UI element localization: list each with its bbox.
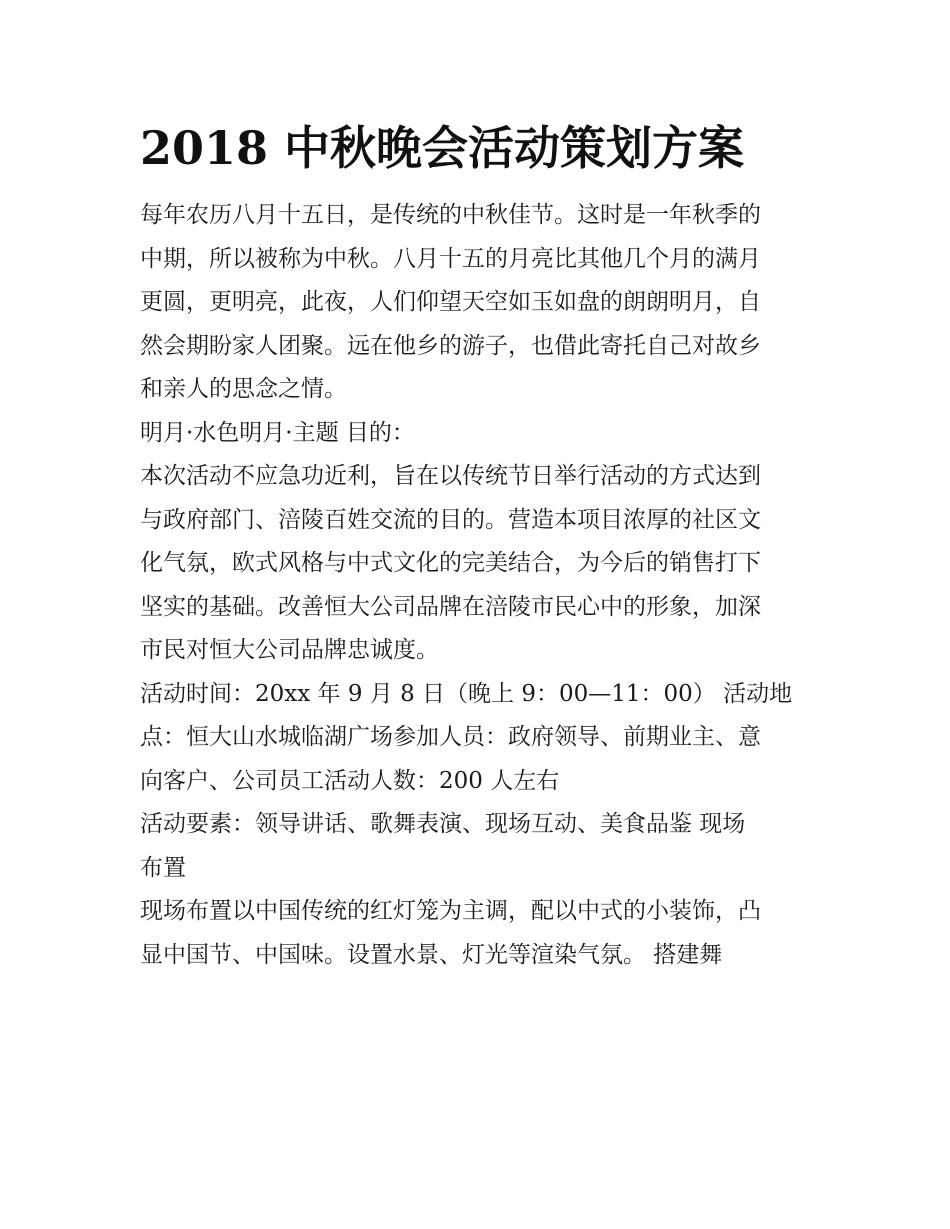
paragraph-layout bbox=[140, 890, 812, 977]
text-line: 活动要素：领导讲话、歌舞表演、现场互动、美食品鉴 现场 bbox=[140, 811, 746, 837]
paragraph-intro bbox=[140, 194, 812, 412]
document-title: 2018 中秋晚会活动策划方案 bbox=[140, 121, 745, 175]
text-line: 化气氛，欧式风格与中式文化的完美结合，为今后的销售打下 bbox=[140, 550, 761, 576]
text-line: 向客户、公司员工活动人数：200 人左右 bbox=[140, 767, 560, 794]
text-line: 与政府部门、涪陵百姓交流的目的。营造本项目浓厚的社区文 bbox=[140, 506, 761, 533]
text-line: 布置 bbox=[140, 854, 186, 881]
text-line: 中期，所以被称为中秋。八月十五的月亮比其他几个月的满月 bbox=[140, 245, 761, 272]
paragraph-elements bbox=[140, 803, 812, 890]
text-line: 市民对恒大公司品牌忠诚度。 bbox=[140, 637, 439, 663]
document-body bbox=[140, 194, 812, 977]
text-line: 更圆，更明亮，此夜，人们仰望天空如玉如盘的朗朗明月，自 bbox=[140, 289, 761, 315]
paragraph-purpose bbox=[140, 455, 812, 673]
text-line: 现场布置以中国传统的红灯笼为主调，配以中式的小装饰，凸 bbox=[140, 898, 761, 924]
text-line: 每年农历八月十五日，是传统的中秋佳节。这时是一年秋季的 bbox=[140, 202, 761, 228]
paragraph-theme bbox=[140, 412, 812, 456]
text-line: 明月·水色明月·主题 目的： bbox=[140, 419, 415, 446]
text-line: 点：恒大山水城临湖广场参加人员：政府领导、前期业主、意 bbox=[140, 724, 761, 750]
text-line: 坚实的基础。改善恒大公司品牌在涪陵市民心中的形象，加深 bbox=[140, 593, 761, 620]
text-line: 本次活动不应急功近利，旨在以传统节日举行活动的方式达到 bbox=[140, 463, 761, 489]
text-line: 和亲人的思念之情。 bbox=[140, 376, 347, 402]
text-line: 显中国节、中国味。设置水景、灯光等渲染气氛。 搭建舞 bbox=[140, 941, 723, 968]
paragraph-time-place bbox=[140, 673, 812, 804]
text-line: 然会期盼家人团聚。远在他乡的游子，也借此寄托自己对故乡 bbox=[140, 332, 761, 359]
text-line: 活动时间：20xx 年 9 月 8 日（晚上 9：00—11：00） 活动地 bbox=[140, 680, 793, 707]
